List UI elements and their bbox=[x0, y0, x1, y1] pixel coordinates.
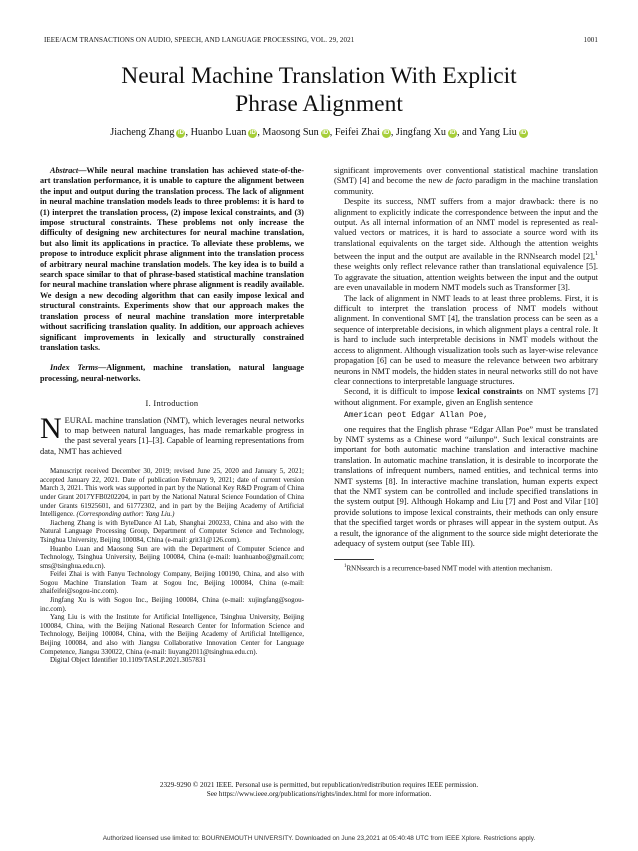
body-paragraph bbox=[334, 166, 598, 197]
intro-text: EURAL machine translation (NMT), which leverages neural networks to map between natural languages, has made remarkable progress in the past several years [1]–[3]. Capable of learning representations from data, NMT has achieved bbox=[40, 415, 304, 456]
author-separator: , and bbox=[457, 127, 479, 138]
orcid-icon[interactable]: iD bbox=[383, 130, 390, 136]
running-header bbox=[44, 36, 598, 44]
footnote-text: Manuscript received December 30, 2019; revised June 25, 2020 and January 5, 2021; accepted January 22, 2021. Date of publication February 9, 2021; date of current version March 3, 2021. This work was supported in part by the National Key R&D Program of China under Grant 2017YFB0202204, in part by the National Natural Science Foundation of China under Grants 61925601, and 61772302, and in part by the Beijing Academy of Artificial Intelligence. bbox=[40, 467, 304, 519]
footnote-affiliation: Jingfang Xu is with Sogou Inc., Beijing 100084, China (e-mail: xujingfang@sogou-inc.com). bbox=[40, 596, 304, 613]
intro-paragraph bbox=[40, 411, 304, 458]
body-paragraph bbox=[334, 387, 598, 408]
body-text: Despite its success, NMT suffers from a major drawback: there is no alignment to explicitly indicate the correspondence between the input and the output. As all internal information of an NMT model is represented as real-valued vectors or matrices, it is hard to associate a source word with its translational equivalents on the target side. Although the attention weights between the input and the output are available in the RNNsearch model [2], bbox=[334, 197, 598, 262]
index-terms-text: —Alignment, machine translation, natural language processing, neural-networks. bbox=[40, 363, 304, 383]
author-name: Jiacheng Zhang bbox=[110, 127, 175, 138]
footnote-affiliation: Huanbo Luan and Maosong Sun are with the Department of Computer Science and Technology, Tsinghua University, Beijing 100084, China (e-mail: luanhuanbo@gmail.com; sms@tsinghua.edu.cn). bbox=[40, 544, 304, 570]
footnote-1 bbox=[334, 563, 598, 573]
index-terms-label: Index Terms bbox=[50, 363, 99, 373]
body-text: significant improvements over conventional statistical machine translation (SMT) [4] and become the new bbox=[334, 166, 598, 186]
orcid-icon[interactable]: iD bbox=[177, 130, 184, 136]
footnote-manuscript bbox=[40, 467, 304, 519]
orcid-icon[interactable]: iD bbox=[520, 130, 527, 136]
body-paragraph: The lack of alignment in NMT leads to at least three problems. First, it is difficult to interpret the translation process of NMT models without alignment. In conventional SMT [4], the translation process can be seen as a sequence of interpretable decisions, in which alignment plays a central role. It is hard to include such interpretable decisions in NMT models without the access to alignment. Although visualization tools such as layer-wise relevance propagation [6] can be used to measure the relevance between two arbitrary neurons in NMT models, the hidden states in neural networks still do not have clear connections to interpretable language structures. bbox=[334, 293, 598, 386]
copyright-notice bbox=[0, 781, 638, 800]
body-text: these weights only reflect relevance rather than translational equivalence [5]. To aggravate the situation, attention weights between the input and the output are even unavailable in modern NMT models such as Transformer [3]. bbox=[334, 262, 598, 293]
body-paragraph bbox=[334, 197, 598, 293]
author-separator: , bbox=[390, 127, 396, 138]
author-name: Jingfang Xu bbox=[395, 127, 446, 138]
footnote-rule bbox=[334, 559, 374, 560]
body-text: on NMT systems [7] without alignment. For example, given an English sentence bbox=[334, 387, 599, 407]
example-sentence: American peot Edgar Allan Poe, bbox=[344, 411, 489, 421]
right-column bbox=[334, 166, 598, 573]
footnote-affiliation: Jiacheng Zhang is with ByteDance AI Lab, Shanghai 200233, China and also with the Natural Language Processing Group, Department of Computer Science and Technology, Tsinghua University, Beijing 100084, China (e-mail: grit31@126.com). bbox=[40, 518, 304, 544]
orcid-icon[interactable]: iD bbox=[249, 130, 256, 136]
copyright-line-2: See https://www.ieee.org/publications/rights/index.html for more information. bbox=[206, 790, 432, 799]
page-number: 1001 bbox=[583, 36, 598, 44]
footnote-doi: Digital Object Identifier 10.1109/TASLP.2021.3057831 bbox=[50, 656, 206, 665]
corresponding-author: (Corresponding author: Yang Liu.) bbox=[76, 510, 175, 519]
body-text: paradigm in the machine translation community. bbox=[334, 176, 598, 196]
author-name: Maosong Sun bbox=[262, 127, 319, 138]
abstract bbox=[40, 166, 304, 353]
author-separator: , bbox=[257, 127, 263, 138]
author-separator: , bbox=[329, 127, 335, 138]
author-name: Yang Liu bbox=[478, 127, 517, 138]
orcid-icon[interactable]: iD bbox=[322, 130, 329, 136]
paper-title bbox=[0, 62, 638, 118]
right-footnote bbox=[334, 559, 598, 573]
footnote-affiliation: Feifei Zhai is with Fanyu Technology Company, Beijing 100190, China, and also with Sogou Machine Translation Team at Sogou Inc, Beijing 100084, China (e-mail: zhaifeifei@sogou-inc.com). bbox=[40, 570, 304, 596]
section-heading: I. Introduction bbox=[145, 399, 199, 409]
body-paragraph: one requires that the English phrase “Edgar Allan Poe” must be translated by NMT systems as a Chinese word “ailunpo”. Such lexical constraints are important for both automatic machine translation and interactive machine translation. In automatic machine translation, it is desirable to incorporate the translations of infrequent numbers, named entities, and technical terms into NMT systems [8]. In interactive machine translation, human experts expect that the NMT system can be controlled and include specified translations in the system output [9]. Although Hokamp and Liu [7] and Post and Vilar [10] provide solutions to impose lexical constraints, their methods can only ensure that the specified target words or phrases will appear in the system output. As a result, the ignorance of the alignment to the source side might deteriorate the adequacy of system output (see Table III). bbox=[334, 424, 598, 549]
footnote-mark: 1 bbox=[344, 564, 347, 570]
author-separator: , bbox=[185, 127, 191, 138]
license-footer: Authorized licensed use limited to: BOURNEMOUTH UNIVERSITY. Downloaded on June 23,2021 at 05:40:48 UTC from IEEE Xplore. Restrictions apply. bbox=[102, 835, 536, 842]
author-name: Huanbo Luan bbox=[190, 127, 247, 138]
body-text: Second, it is difficult to impose bbox=[344, 387, 458, 397]
drop-cap: N bbox=[40, 411, 62, 445]
title-line-2: Phrase Alignment bbox=[235, 91, 403, 117]
body-bold: lexical constraints bbox=[457, 387, 523, 397]
copyright-line-1: 2329-9290 © 2021 IEEE. Personal use is permitted, but republication/redistribution requires IEEE permission. bbox=[159, 781, 479, 789]
footnote-affiliation: Yang Liu is with the Institute for Artificial Intelligence, Tsinghua University, Beijing 100084, China, with the Beijing National Research Center for Information Science and Technology, Beijing 100084, China, with the Beijing Academy of Artificial Intelligence, Beijing 100084, and also with Jiangsu Collaborative Innovation Center for Language Competence, Jiangsu 330022, China (e-mail: liuyang2011@tsinghua.edu.cn). bbox=[40, 613, 304, 656]
author-name: Feifei Zhai bbox=[334, 127, 380, 138]
body-emphasis: de facto bbox=[445, 176, 473, 186]
title-line-1: Neural Machine Translation With Explicit bbox=[121, 63, 517, 89]
abstract-text: —While neural machine translation has achieved state-of-the-art translation performance, it is unable to capture the alignment between the input and output during the translation process. The lack of alignment in neural machine translation models leads to three problems: it is hard to (1) interpret the translation process, (2) impose lexical constraints, and (3) impose structural constraints. These problems not only increase the difficulty of designing new architectures for neural machine translation, but also limit its applications in practice. To alleviate these problems, we propose to introduce explicit phrase alignment into the translation process of arbitrary neural machine translation models. The key idea is to build a search space similar to that of phrase-based statistical machine translation for neural machine translation where phrase alignment is readily available. We design a new decoding algorithm that can easily impose lexical and structural constraints. Experiments show that our approach makes the translation process of neural machine translation more interpretable without sacrificing translation quality. In addition, our approach achieves significant improvements in lexically and structurally constrained translation tasks. bbox=[40, 166, 304, 352]
footnote-ref[interactable]: 1 bbox=[595, 251, 598, 258]
author-list bbox=[0, 127, 638, 138]
orcid-icon[interactable]: iD bbox=[449, 130, 456, 136]
left-column bbox=[40, 166, 304, 665]
abstract-label: Abstract bbox=[50, 166, 79, 175]
footnote-text: RNNsearch is a recurrence-based NMT model with attention mechanism. bbox=[346, 564, 553, 573]
left-footnotes bbox=[40, 467, 304, 665]
index-terms bbox=[40, 363, 304, 384]
journal-name: IEEE/ACM TRANSACTIONS ON AUDIO, SPEECH, AND LANGUAGE PROCESSING, VOL. 29, 2021 bbox=[44, 36, 355, 44]
